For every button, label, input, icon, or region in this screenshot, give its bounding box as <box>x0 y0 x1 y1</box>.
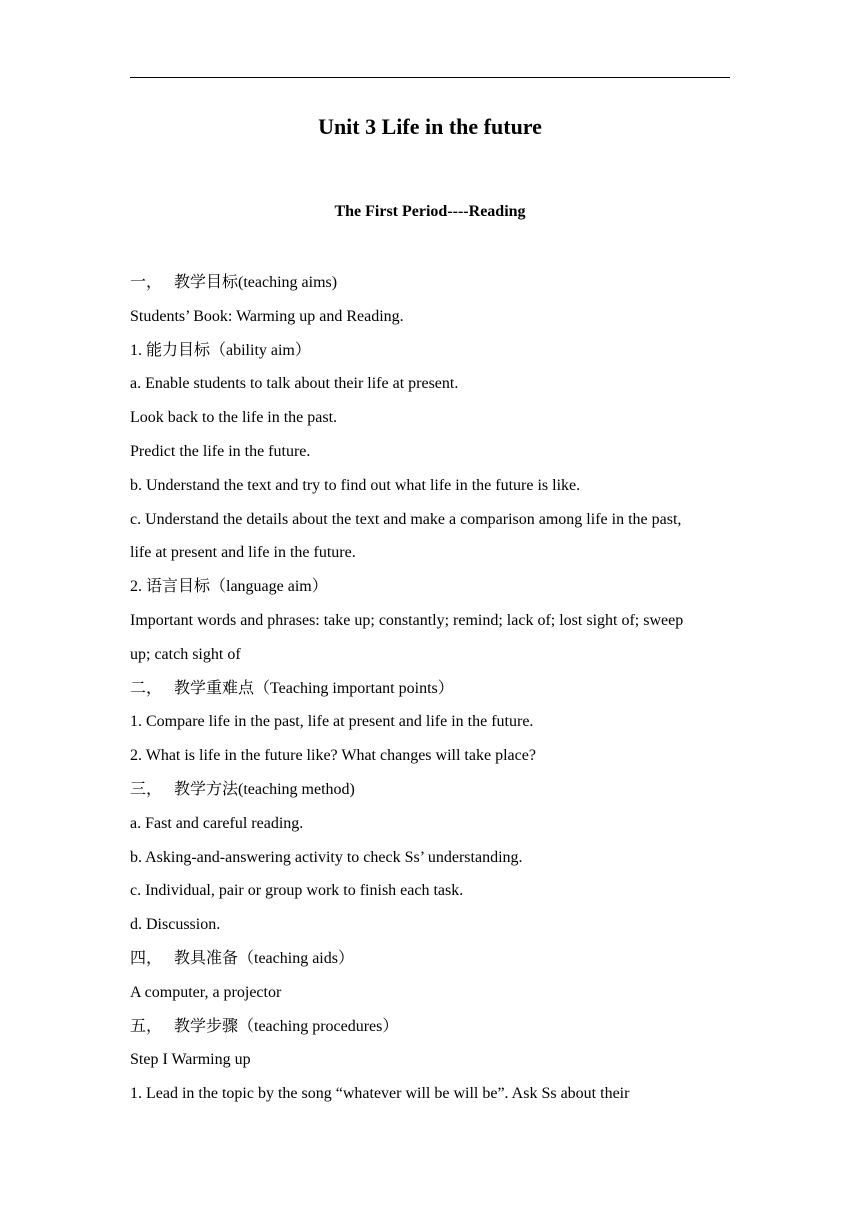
section-heading <box>130 773 730 807</box>
text-line: a. Fast and careful reading. <box>130 814 304 832</box>
text-line: 1. Lead in the topic by the song “whatever will be will be”. Ask Ss about their <box>130 1085 630 1103</box>
text-line: c. Understand the details about the text and make a comparison among life in the past, <box>130 510 682 528</box>
text-line: 2. 语言目标（language aim） <box>130 578 328 596</box>
section-heading-text: 教学目标(teaching aims) <box>174 274 338 291</box>
section-heading-text: 教具准备（teaching aids） <box>174 949 354 967</box>
document-subtitle: The First Period----Reading <box>334 203 526 220</box>
text-line: up; catch sight of <box>130 645 241 663</box>
text-line: A computer, a projector <box>130 983 282 1001</box>
section-heading-text: 教学方法(teaching method) <box>174 780 355 798</box>
text-line: c. Individual, pair or group work to finish each task. <box>130 882 464 900</box>
section-number: 三， <box>130 780 163 798</box>
text-line: b. Understand the text and try to find out what life in the future is like. <box>130 476 581 494</box>
section-heading-text: 教学步骤（teaching procedures） <box>174 1017 399 1035</box>
section-number: 一， <box>130 274 163 291</box>
section-number: 二， <box>130 679 163 697</box>
document-title: Unit 3 Life in the future <box>318 114 542 139</box>
text-line: life at present and life in the future. <box>130 544 356 562</box>
text-line: 2. What is life in the future like? What changes will take place? <box>130 747 536 765</box>
text-line: d. Discussion. <box>130 916 221 934</box>
text-line: Look back to the life in the past. <box>130 409 338 427</box>
section-number: 四， <box>130 949 163 967</box>
section-heading <box>130 1010 730 1044</box>
text-line: Step I Warming up <box>130 1051 251 1069</box>
section-number: 五， <box>130 1017 163 1035</box>
section-heading <box>130 942 730 976</box>
text-line: Important words and phrases: take up; constantly; remind; lack of; lost sight of; sweep <box>130 611 684 629</box>
text-line: Students’ Book: Warming up and Reading. <box>130 307 404 325</box>
section-heading-text: 教学重难点（Teaching important points） <box>174 679 454 697</box>
text-line: 1. Compare life in the past, life at present and life in the future. <box>130 713 534 731</box>
section-heading <box>130 672 730 706</box>
section-heading <box>130 266 730 300</box>
text-line: a. Enable students to talk about their life at present. <box>130 375 459 393</box>
text-line: Predict the life in the future. <box>130 442 311 460</box>
header-rule <box>130 77 730 78</box>
text-line: b. Asking-and-answering activity to check Ss’ understanding. <box>130 848 523 866</box>
text-line: 1. 能力目标（ability aim） <box>130 341 311 359</box>
document-body <box>130 266 730 1111</box>
